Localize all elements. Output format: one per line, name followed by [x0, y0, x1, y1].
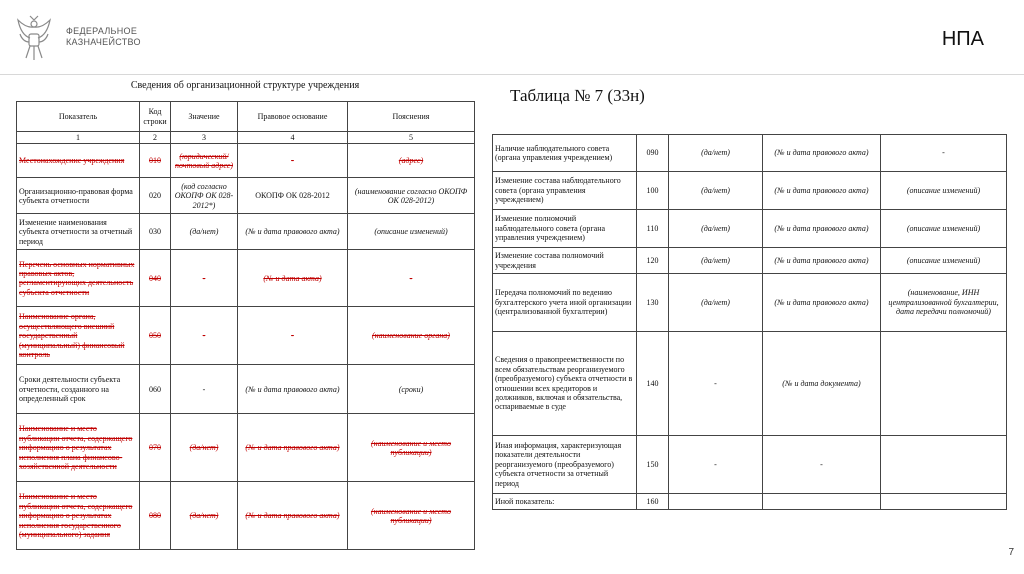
row-note — [881, 332, 1007, 436]
row-value: - — [669, 332, 763, 436]
row-code: 160 — [637, 494, 669, 510]
table-row — [17, 214, 475, 250]
row-legal: - — [238, 144, 348, 178]
col-header-value: Значение — [171, 102, 238, 132]
row-indicator: Наименование и место публикации отчета, содержащего информацию о результатах исполнения государственного (муниципального) задания — [17, 482, 140, 550]
row-code: 020 — [140, 178, 171, 214]
table-row — [493, 436, 1007, 494]
row-note: (описание изменений) — [881, 248, 1007, 274]
table-row — [493, 274, 1007, 332]
row-legal — [763, 494, 881, 510]
row-code: 060 — [140, 365, 171, 414]
page-number: 7 — [1008, 547, 1014, 558]
table-7-33n — [492, 134, 1007, 510]
row-note — [881, 494, 1007, 510]
row-legal: - — [238, 307, 348, 365]
row-indicator: Перечень основных нормативных правовых актов, регламентирующих деятельность субъекта отчетности — [17, 250, 140, 307]
table-row — [17, 307, 475, 365]
row-note: (адрес) — [348, 144, 475, 178]
table-row — [17, 178, 475, 214]
row-value: (да/нет) — [669, 274, 763, 332]
table-row — [17, 250, 475, 307]
row-value: (юридический/ почтовый адрес) — [171, 144, 238, 178]
table-row — [17, 482, 475, 550]
row-legal: (№ и дата правового акта) — [238, 482, 348, 550]
row-note — [881, 436, 1007, 494]
row-indicator: Сведения о правопреемственности по всем обязательствам реорганизуемого (преобразуемого) субъекта отчетности в отношении всех кредиторов и должников, включая и обязательства, оспариваемые в суде — [493, 332, 637, 436]
row-indicator: Передача полномочий по ведению бухгалтерского учета иной организации (централизованной бухгалтерии) — [493, 274, 637, 332]
row-value: - — [171, 307, 238, 365]
row-indicator: Изменение полномочий наблюдательного совета (органа управления учреждением) — [493, 210, 637, 248]
row-code: 090 — [637, 135, 669, 172]
page-header — [0, 0, 1024, 74]
table-row — [493, 494, 1007, 510]
col-header-note: Пояснения — [348, 102, 475, 132]
row-legal: (№ и дата правового акта) — [763, 135, 881, 172]
row-value: (да/нет) — [669, 172, 763, 210]
row-legal: (№ и дата правового акта) — [763, 172, 881, 210]
row-value: (да/нет) — [171, 482, 238, 550]
row-code: 130 — [637, 274, 669, 332]
col-number: 2 — [140, 132, 171, 144]
table-row — [493, 210, 1007, 248]
row-indicator: Изменение состава полномочий учреждения — [493, 248, 637, 274]
row-legal: (№ и дата акта) — [238, 250, 348, 307]
section-label: НПА — [941, 28, 984, 50]
row-code: 140 — [637, 332, 669, 436]
row-legal: (№ и дата правового акта) — [763, 210, 881, 248]
column-number-row — [17, 132, 475, 144]
row-note: (описание изменений) — [881, 172, 1007, 210]
row-note: (наименование, ИНН централизованной бухгалтерии, дата передачи полномочий) — [881, 274, 1007, 332]
row-indicator: Изменение наименования субъекта отчетности за отчетный период — [17, 214, 140, 250]
org-structure-table — [16, 101, 475, 550]
org-line-1: ФЕДЕРАЛЬНОЕ — [66, 26, 138, 36]
row-code: 080 — [140, 482, 171, 550]
row-value: - — [171, 365, 238, 414]
row-legal: (№ и дата правового акта) — [238, 365, 348, 414]
row-legal: (№ и дата правового акта) — [763, 248, 881, 274]
row-indicator: Местонахождение учреждения — [17, 144, 140, 178]
col-header-indicator: Показатель — [17, 102, 140, 132]
col-header-code: Код строки — [140, 102, 171, 132]
row-note: - — [348, 250, 475, 307]
row-legal: ОКОПФ ОК 028-2012 — [238, 178, 348, 214]
table-row — [493, 248, 1007, 274]
row-code: 120 — [637, 248, 669, 274]
row-note: (наименование согласно ОКОПФ ОК 028-2012) — [348, 178, 475, 214]
organization-name — [66, 26, 141, 48]
table-row — [17, 414, 475, 482]
col-number: 3 — [171, 132, 238, 144]
row-note: (сроки) — [348, 365, 475, 414]
row-note: (наименование и место публикации) — [348, 482, 475, 550]
row-value: - — [669, 436, 763, 494]
table-row — [493, 135, 1007, 172]
row-code: 110 — [637, 210, 669, 248]
table-row — [17, 144, 475, 178]
row-legal: (№ и дата документа) — [763, 332, 881, 436]
row-indicator: Иной показатель: — [493, 494, 637, 510]
row-indicator: Иная информация, характеризующая показатели деятельности реорганизуемого (преобразуемого) субъекта отчетности за отчетный период — [493, 436, 637, 494]
row-code: 150 — [637, 436, 669, 494]
row-legal: - — [763, 436, 881, 494]
table-row — [17, 365, 475, 414]
row-code: 100 — [637, 172, 669, 210]
left-table-title: Сведения об организационной структуре учреждения — [130, 80, 360, 91]
row-code: 050 — [140, 307, 171, 365]
col-header-legal: Правовое основание — [238, 102, 348, 132]
row-legal: (№ и дата правового акта) — [238, 214, 348, 250]
row-code: 070 — [140, 414, 171, 482]
row-note: (наименование и место публикации) — [348, 414, 475, 482]
row-indicator: Сроки деятельности субъекта отчетности, созданного на определенный срок — [17, 365, 140, 414]
row-value: - — [171, 250, 238, 307]
col-number: 4 — [238, 132, 348, 144]
row-value: (да/нет) — [669, 248, 763, 274]
row-indicator: Наличие наблюдательного совета (органа управления учреждением) — [493, 135, 637, 172]
col-number: 1 — [17, 132, 140, 144]
row-note: (описание изменений) — [881, 210, 1007, 248]
row-note: (описание изменений) — [348, 214, 475, 250]
col-number: 5 — [348, 132, 475, 144]
table-row — [493, 332, 1007, 436]
org-line-2: КАЗНАЧЕЙСТВО — [66, 37, 141, 47]
header-divider — [0, 74, 1024, 75]
row-code: 040 — [140, 250, 171, 307]
row-indicator: Наименование органа, осуществляющего внешний государственный (муниципальный) финансовый контроль — [17, 307, 140, 365]
row-indicator: Наименование и место публикации отчета, содержащего информацию о результатах исполнения плана финансово-хозяйственной деятельности — [17, 414, 140, 482]
table-header-row — [17, 102, 475, 132]
row-legal: (№ и дата правового акта) — [763, 274, 881, 332]
row-indicator: Организационно-правовая форма субъекта отчетности — [17, 178, 140, 214]
row-legal: (№ и дата правового акта) — [238, 414, 348, 482]
row-note: (наименование органа) — [348, 307, 475, 365]
table-row — [493, 172, 1007, 210]
row-value: (да/нет) — [669, 135, 763, 172]
row-value: (да/нет) — [171, 414, 238, 482]
row-code: 030 — [140, 214, 171, 250]
row-code: 010 — [140, 144, 171, 178]
row-note: - — [881, 135, 1007, 172]
row-value: (код согласно ОКОПФ ОК 028-2012*) — [171, 178, 238, 214]
row-indicator: Изменение состава наблюдательного совета (органа управления учреждением) — [493, 172, 637, 210]
treasury-eagle-logo-icon — [16, 14, 52, 64]
row-value — [669, 494, 763, 510]
right-table-title: Таблица № 7 (33н) — [510, 86, 645, 105]
row-value: (да/нет) — [669, 210, 763, 248]
row-value: (да/нет) — [171, 214, 238, 250]
